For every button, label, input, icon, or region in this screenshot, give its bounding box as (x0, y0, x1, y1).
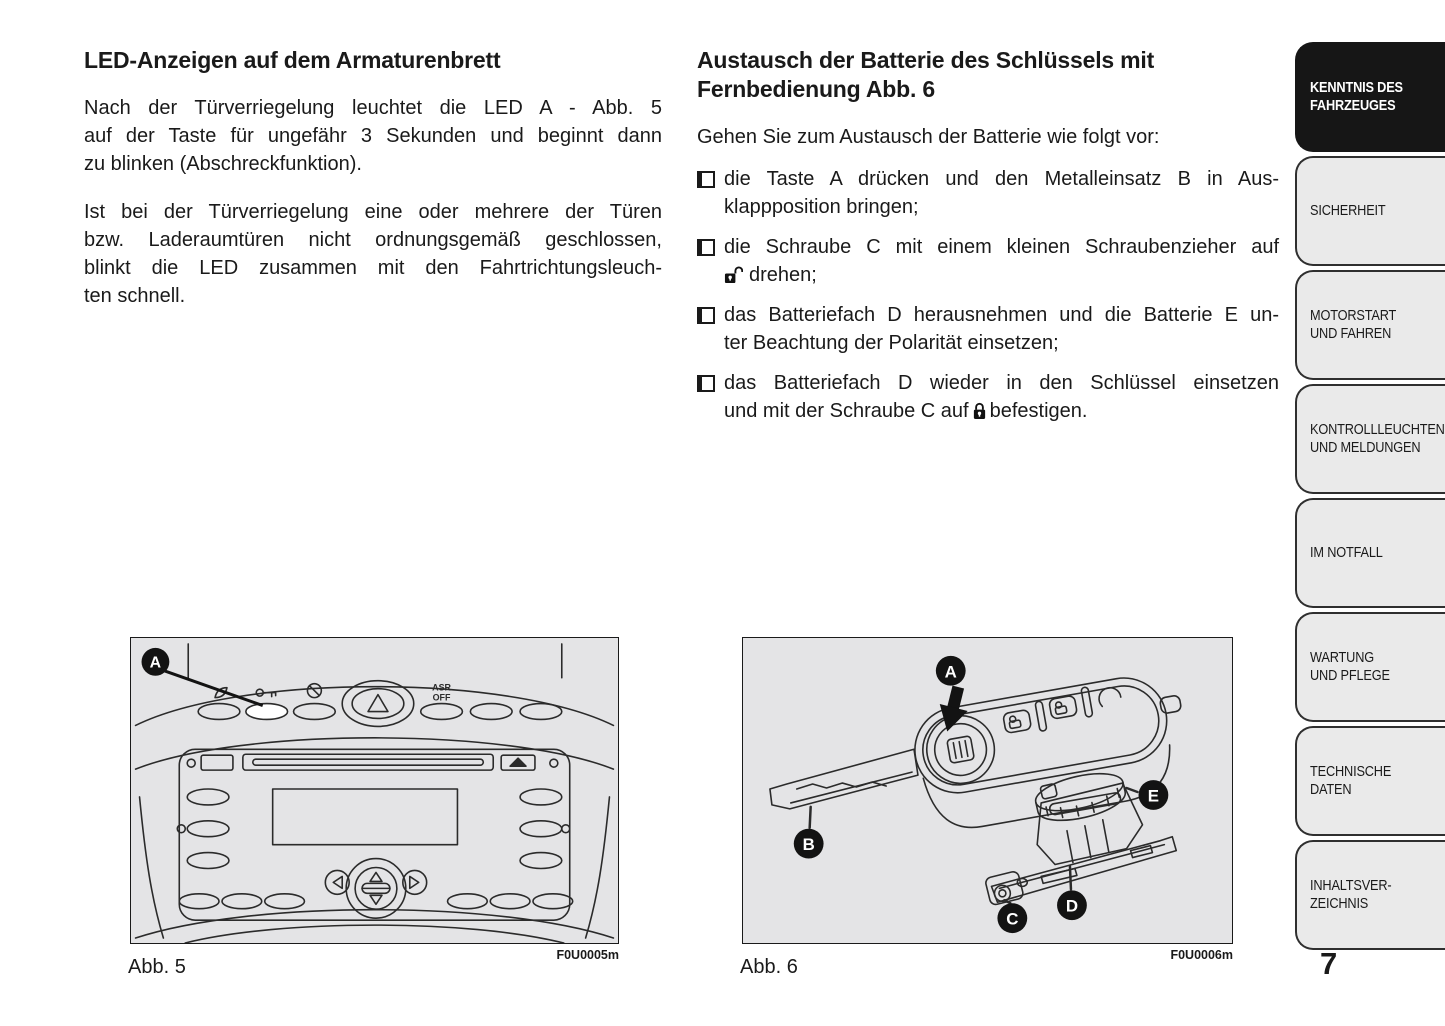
callout-letter: A (944, 662, 957, 682)
asr-text: OFF (432, 692, 451, 703)
heading-line: Austausch der Batterie des Schlüssels mit (697, 47, 1155, 73)
paragraph (84, 94, 662, 178)
tab-label: KONTROLLLEUCHTEN UND MELDUNGEN (1310, 421, 1445, 456)
figure-caption: Abb. 5 (128, 956, 186, 978)
text-segment: befestigen. (989, 400, 1088, 422)
text-line: ten schnell. (84, 285, 186, 307)
callout-letter: B (802, 835, 815, 855)
tab-label: INHALTSVER- ZEICHNIS (1310, 877, 1392, 912)
text-line: Nach der Türverriegelung leuchtet die LED A - Abb. 5 (84, 97, 662, 119)
figure-abb5 (128, 637, 619, 978)
text-line: das Batteriefach D wieder in den Schlüssel einsetzen (724, 372, 1279, 394)
fig5-frame (130, 637, 619, 944)
unlock-button (1049, 695, 1078, 719)
text-line (724, 397, 1279, 425)
figure-caption: Abb. 6 (740, 956, 798, 978)
section-heading-led: LED-Anzeigen auf dem Armaturenbrett (84, 47, 501, 73)
tab-label: WARTUNG UND PFLEGE (1310, 649, 1390, 684)
figure-abb6 (740, 637, 1233, 978)
tab-label: TECHNISCHE DATEN (1310, 763, 1392, 798)
callout-letter: A (149, 654, 162, 672)
closed-lock-icon (972, 401, 987, 420)
tab-label: KENNTNIS DES FAHRZEUGES (1310, 79, 1403, 114)
sidebar-tab-im-notfall (1295, 498, 1445, 608)
cd-slot (243, 754, 493, 770)
checkbox-bullet-icon (697, 307, 715, 324)
key-blade (770, 749, 918, 809)
fig5-dashboard-illustration (131, 638, 618, 943)
checkbox-bullet-icon (697, 239, 715, 256)
tab-label: MOTORSTART UND FAHREN (1310, 307, 1397, 342)
callout-letter: E (1147, 786, 1160, 806)
text-segment: und mit der Schraube C auf (724, 400, 969, 422)
figure-code: F0U0006m (1170, 948, 1233, 962)
text-line: Ist bei der Türverriegelung eine oder mehrere der Türen (84, 201, 662, 223)
arrow-down-icon (934, 684, 973, 735)
right-text-column (697, 46, 1279, 437)
tab-label: IM NOTFALL (1310, 544, 1383, 561)
text-line: die Schraube C mit einem kleinen Schraubenzieher auf (724, 236, 1279, 258)
fig6-key-illustration (743, 638, 1232, 943)
callout-letter: C (1006, 909, 1019, 929)
text-line: ter Beachtung der Polarität einsetzen; (724, 332, 1059, 354)
sidebar-tab-wartung-und-pflege (1295, 612, 1445, 722)
text-line: die Taste A drücken und den Metalleinsatz B in Aus- (724, 168, 1279, 190)
heading-line: Fernbedienung Abb. 6 (697, 76, 935, 102)
text-line: bzw. Laderaumtüren nicht ordnungsgemäß geschlossen, (84, 229, 662, 251)
text-segment: drehen; (749, 264, 817, 286)
instruction-item (697, 233, 1279, 289)
eject-icon (510, 758, 526, 766)
text-line: auf der Taste für ungefähr 3 Sekunden und beginnt dann (84, 125, 662, 147)
open-lock-icon (724, 265, 743, 284)
instruction-item (697, 165, 1279, 221)
sidebar-tab-sicherheit (1295, 156, 1445, 266)
asr-text: ASR (432, 682, 451, 693)
section-heading-battery (697, 46, 1279, 104)
paragraph (84, 198, 662, 310)
sidebar-tab-motorstart-und-fahren (1295, 270, 1445, 380)
chapter-tab-index (1295, 42, 1445, 950)
page-number: 7 (1320, 946, 1338, 981)
radio-display (273, 789, 458, 845)
instruction-item (697, 369, 1279, 425)
left-text-column (84, 46, 662, 330)
text-line: blinkt die LED zusammen mit den Fahrtrichtungsleuch- (84, 257, 662, 279)
sidebar-tab-kenntnis-des-fahrzeuges (1295, 42, 1445, 152)
checkbox-bullet-icon (697, 375, 715, 392)
battery (1032, 767, 1129, 828)
intro-line: Gehen Sie zum Austausch der Batterie wie folgt vor: (697, 126, 1160, 148)
text-line (724, 261, 1279, 289)
tab-label: SICHERHEIT (1310, 202, 1386, 219)
sidebar-tab-technische-daten (1295, 726, 1445, 836)
instruction-item (697, 301, 1279, 357)
sidebar-tab-kontrollleuchten-und-meldungen (1295, 384, 1445, 494)
lock-button (1003, 709, 1032, 733)
figure-code: F0U0005m (556, 948, 619, 962)
sidebar-tab-inhaltsverzeichnis (1295, 840, 1445, 950)
fig6-frame (742, 637, 1233, 944)
checkbox-bullet-icon (697, 171, 715, 188)
callout-letter: D (1065, 896, 1079, 916)
text-line: zu blinken (Abschreckfunktion). (84, 153, 362, 175)
text-line: klappposition bringen; (724, 196, 919, 218)
text-line: das Batteriefach D herausnehmen und die Batterie E un- (724, 304, 1279, 326)
